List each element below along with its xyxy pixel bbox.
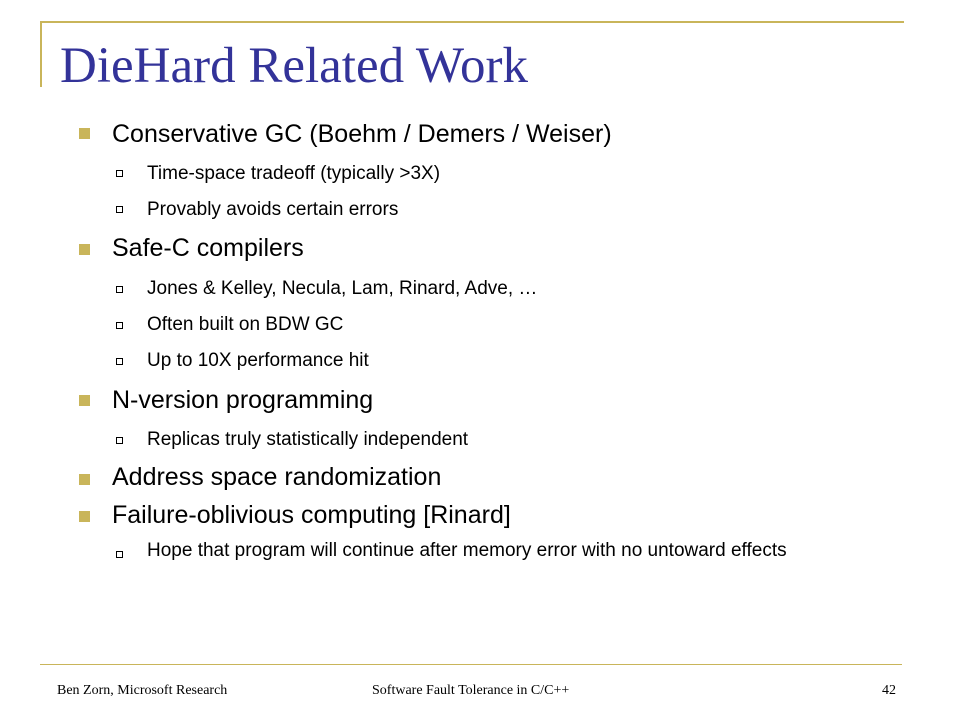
hollow-square-bullet-icon bbox=[116, 286, 123, 293]
square-bullet-icon bbox=[79, 474, 90, 485]
bullet-item: Address space randomization bbox=[112, 463, 442, 491]
bullet-item: Conservative GC (Boehm / Demers / Weiser) bbox=[112, 120, 612, 148]
sub-bullet-item: Hope that program will continue after memory error with no untoward effects bbox=[147, 540, 787, 561]
square-bullet-icon bbox=[79, 128, 90, 139]
hollow-square-bullet-icon bbox=[116, 322, 123, 329]
hollow-square-bullet-icon bbox=[116, 551, 123, 558]
sub-bullet-item: Provably avoids certain errors bbox=[147, 199, 399, 220]
hollow-square-bullet-icon bbox=[116, 206, 123, 213]
bullet-item: Safe-C compilers bbox=[112, 234, 304, 262]
bullet-item: Failure-oblivious computing [Rinard] bbox=[112, 501, 511, 529]
footer-rule bbox=[40, 664, 902, 665]
square-bullet-icon bbox=[79, 395, 90, 406]
sub-bullet-item: Often built on BDW GC bbox=[147, 314, 344, 335]
square-bullet-icon bbox=[79, 511, 90, 522]
frame-top-rule bbox=[40, 21, 904, 23]
sub-bullet-item: Jones & Kelley, Necula, Lam, Rinard, Adve, … bbox=[147, 278, 538, 299]
hollow-square-bullet-icon bbox=[116, 170, 123, 177]
slide-title: DieHard Related Work bbox=[60, 38, 528, 94]
sub-bullet-item: Replicas truly statistically independent bbox=[147, 429, 469, 450]
sub-bullet-item: Time-space tradeoff (typically >3X) bbox=[147, 163, 441, 184]
frame-left-rule bbox=[40, 21, 42, 87]
hollow-square-bullet-icon bbox=[116, 358, 123, 365]
hollow-square-bullet-icon bbox=[116, 437, 123, 444]
sub-bullet-item: Up to 10X performance hit bbox=[147, 350, 369, 371]
page-number: 42 bbox=[882, 683, 896, 698]
bullet-item: N-version programming bbox=[112, 386, 374, 414]
footer-title: Software Fault Tolerance in C/C++ bbox=[372, 683, 570, 698]
square-bullet-icon bbox=[79, 244, 90, 255]
footer-author: Ben Zorn, Microsoft Research bbox=[57, 683, 228, 698]
